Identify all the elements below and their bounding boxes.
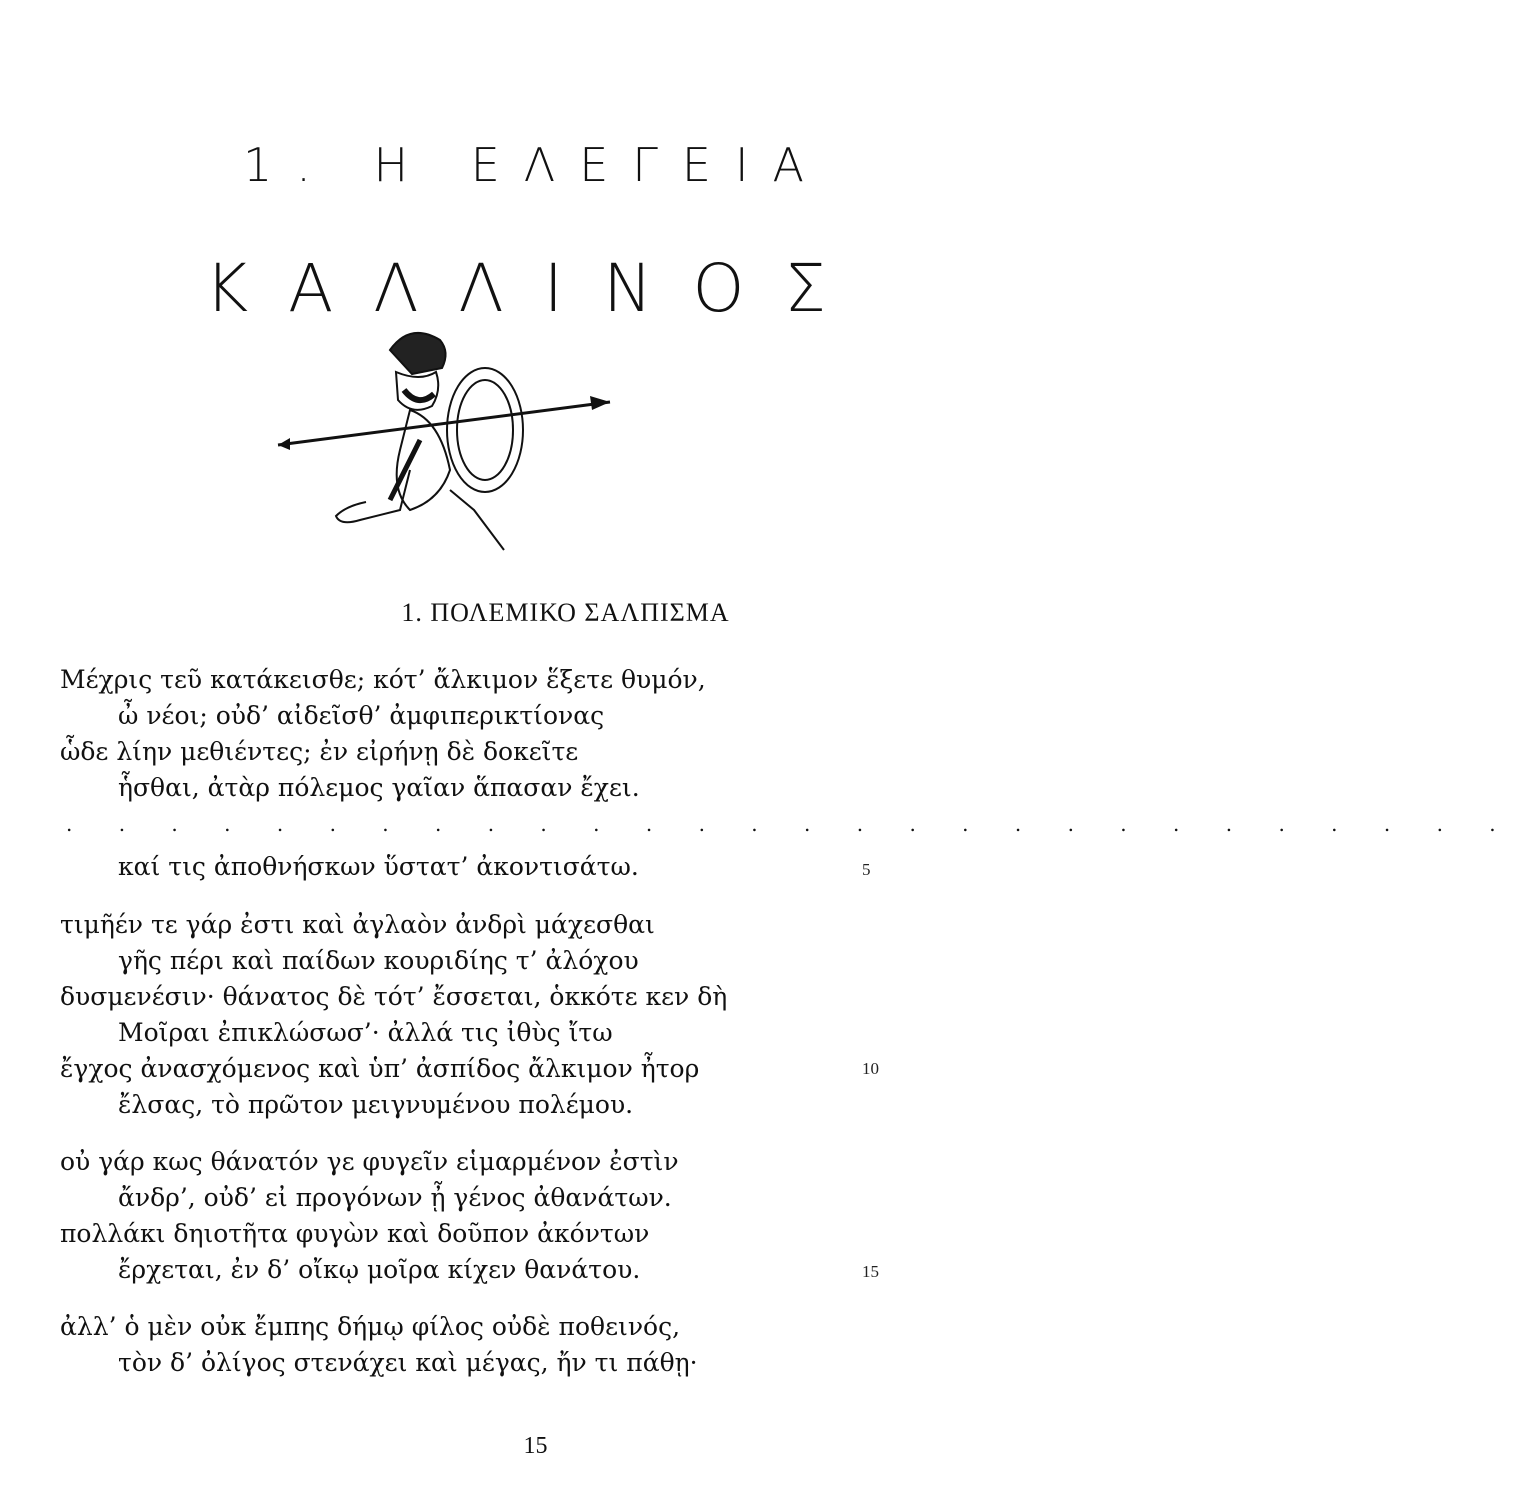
verse-line: ἔρχεται, ἐν δ’ οἴκῳ μοῖρα κίχεν θανάτου. bbox=[118, 1255, 641, 1284]
verse-line: ὧδε λίην μεθιέντες; ἐν εἰρήνῃ δὲ δοκεῖτε bbox=[60, 737, 579, 766]
verse-line: τιμῆέν τε γάρ ἐστι καὶ ἀγλαὸν ἀνδρὶ μάχεσθαι bbox=[60, 910, 655, 939]
verse-line: ἔλσας, τὸ πρῶτον μειγνυμένου πολέμου. bbox=[118, 1090, 634, 1119]
lacuna-dots: . . . . . . . . . . . . . . . . . . . . . . . . . . . . bbox=[66, 812, 1516, 836]
verse-line: γῆς πέρι καὶ παίδων κουριδίης τ’ ἀλόχου bbox=[118, 946, 639, 975]
verse-line: τὸν δ’ ὀλίγος στενάχει καὶ μέγας, ἤν τι πάθῃ· bbox=[118, 1348, 698, 1377]
verse-line: καί τις ἀποθνήσκων ὕστατ’ ἀκοντισάτω. bbox=[118, 852, 639, 881]
verse-line: ἔγχος ἀνασχόμενος καὶ ὑπ’ ἀσπίδος ἄλκιμον ἦτορ bbox=[60, 1054, 700, 1083]
verse-line: οὐ γάρ κως θάνατόν γε φυγεῖν εἱμαρμένον ἐστὶν bbox=[60, 1147, 679, 1176]
line-number: 5 bbox=[862, 860, 871, 879]
verse-line: ἧσθαι, ἀτὰρ πόλεμος γαῖαν ἅπασαν ἔχει. bbox=[118, 773, 640, 802]
verse-line: πολλάκι δηιοτῆτα φυγὼν καὶ δοῦπον ἀκόντων bbox=[60, 1219, 650, 1248]
line-number: 10 bbox=[862, 1059, 879, 1078]
chapter-title: 1. Η ΕΛΕΓΕΙΑ bbox=[242, 138, 829, 192]
line-number: 15 bbox=[862, 1262, 879, 1281]
verse-line: ἄνδρ’, οὐδ’ εἰ προγόνων ᾖ γένος ἀθανάτων. bbox=[118, 1183, 672, 1212]
poem-title: 1. ΠΟΛΕΜΙΚΟ ΣΑΛΠΙΣΜΑ bbox=[401, 598, 730, 627]
author-name: ΚΑΛΛΙΝΟΣ bbox=[204, 250, 867, 327]
hoplite-warrior-icon bbox=[260, 320, 620, 560]
verse-line: ἀλλ’ ὁ μὲν οὐκ ἔμπης δήμῳ φίλος οὐδὲ ποθεινός, bbox=[60, 1312, 681, 1341]
verse-line: ὦ νέοι; οὐδ’ αἰδεῖσθ’ ἀμφιπερικτίονας bbox=[118, 701, 605, 730]
verse-line: Μοῖραι ἐπικλώσωσ’· ἀλλά τις ἰθὺς ἴτω bbox=[118, 1018, 613, 1047]
verse-line: δυσμενέσιν· θάνατος δὲ τότ’ ἔσσεται, ὁκκότε κεν δὴ bbox=[60, 982, 728, 1011]
page-number: 15 bbox=[523, 1433, 548, 1459]
verse-line: Μέχρις τεῦ κατάκεισθε; κότ’ ἄλκιμον ἕξετε θυμόν, bbox=[60, 665, 706, 694]
